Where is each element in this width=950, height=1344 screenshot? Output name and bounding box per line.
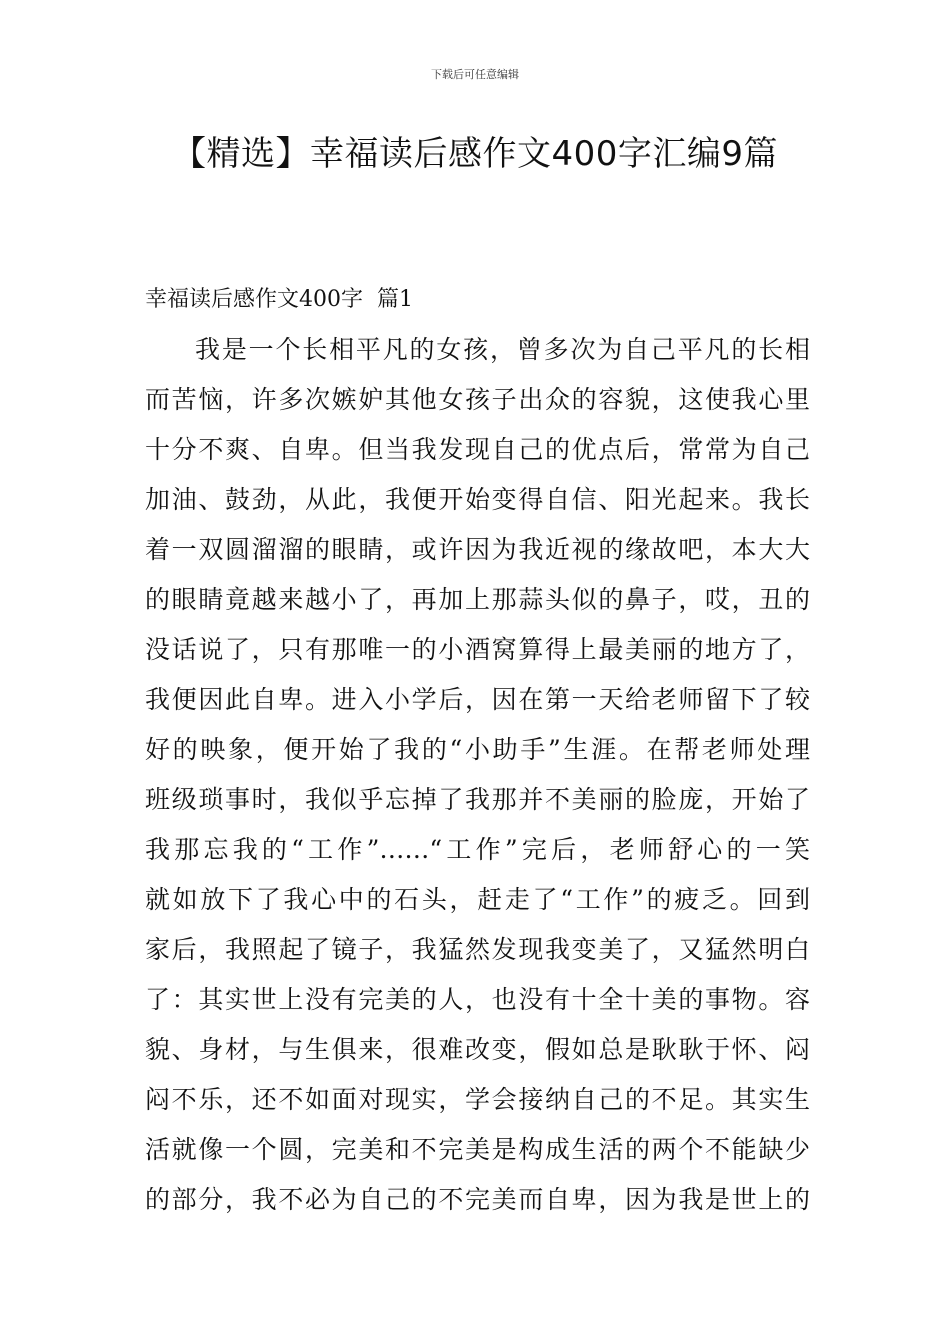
text-line: 没话说了，只有那唯一的小酒窝算得上最美丽的地方了， (145, 635, 810, 664)
text-line: 我那忘我的“工作”……“工作”完后，老师舒心的一笑 (145, 835, 810, 864)
text-line: 我便因此自卑。进入小学后，因在第一天给老师留下了较 (145, 685, 810, 714)
section-heading: 幸福读后感作文400字 篇1 (145, 287, 413, 312)
text-line: 貌、身材，与生俱来，很难改变，假如总是耿耿于怀、闷 (145, 1035, 810, 1064)
text-line: 好的映象，便开始了我的“小助手”生涯。在帮老师处理 (145, 735, 810, 764)
text-line: 就如放下了我心中的石头，赶走了“工作”的疲乏。回到 (145, 885, 810, 914)
text-line: 十分不爽、自卑。但当我发现自己的优点后，常常为自己 (145, 435, 810, 464)
body-paragraph (145, 330, 810, 1230)
text-line: 活就像一个圆，完美和不完美是构成生活的两个不能缺少 (145, 1135, 810, 1164)
text-line: 家后，我照起了镜子，我猛然发现我变美了，又猛然明白 (145, 935, 810, 964)
text-line: 而苦恼，许多次嫉妒其他女孩子出众的容貌，这使我心里 (145, 385, 810, 414)
text-line: 班级琐事时，我似乎忘掉了我那并不美丽的脸庞，开始了 (145, 785, 810, 814)
text-line: 的眼睛竟越来越小了，再加上那蒜头似的鼻子，哎，丑的 (145, 585, 810, 614)
document-title: 【精选】幸福读后感作文400字汇编9篇 (171, 134, 779, 174)
text-line: 加油、鼓劲，从此，我便开始变得自信、阳光起来。我长 (145, 485, 810, 514)
text-line: 着一双圆溜溜的眼睛，或许因为我近视的缘故吧，本大大 (145, 535, 810, 564)
header-note: 下载后可任意编辑 (431, 68, 519, 81)
text-line: 闷不乐，还不如面对现实，学会接纳自己的不足。其实生 (145, 1085, 810, 1114)
text-line: 了：其实世上没有完美的人，也没有十全十美的事物。容 (145, 985, 810, 1014)
text-line: 的部分，我不必为自己的不完美而自卑，因为我是世上的 (145, 1185, 810, 1214)
text-line: 我是一个长相平凡的女孩，曾多次为自己平凡的长相 (195, 335, 810, 364)
